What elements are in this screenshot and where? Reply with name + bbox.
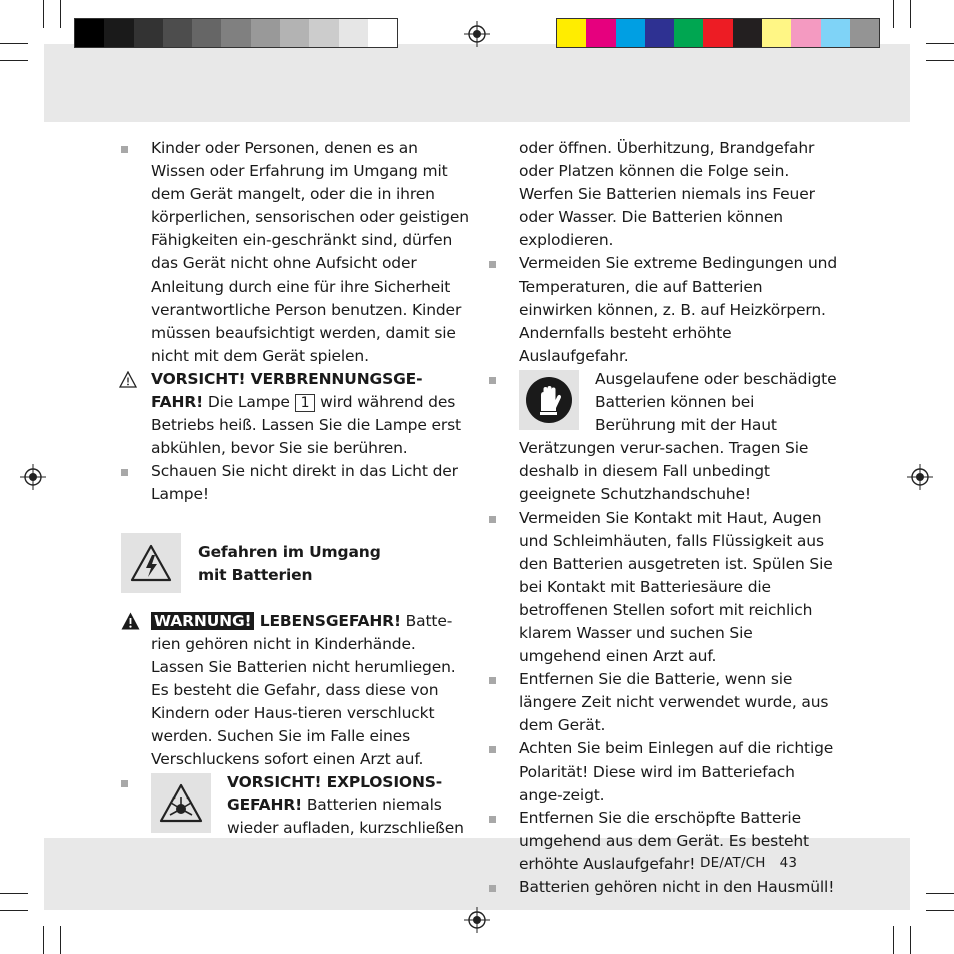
list-item xyxy=(487,668,839,737)
list-item-text: Entfernen Sie die erschöpfte Batterie umgehend aus dem Gerät. Es besteht erhöhte Auslaufgefahr! xyxy=(519,808,809,873)
warning-label: WARNUNG! xyxy=(151,612,254,630)
grayscale-calibration-bar xyxy=(74,18,398,48)
list-item xyxy=(119,771,471,840)
list-item xyxy=(487,876,839,899)
locale-label: DE/AT/CH xyxy=(700,855,766,871)
list-item xyxy=(119,460,471,506)
crop-mark xyxy=(893,0,894,28)
protective-gloves-icon xyxy=(519,370,579,430)
color-swatch xyxy=(703,19,732,47)
list-item-text: Entfernen Sie die Batterie, wenn sie längere Zeit nicht verwendet wurde, aus dem Gerät. xyxy=(519,670,829,735)
list-item xyxy=(487,737,839,806)
lamp-reference-number: 1 xyxy=(295,394,316,412)
crop-mark xyxy=(926,910,954,911)
crop-mark xyxy=(926,60,954,61)
color-swatch xyxy=(309,19,338,47)
color-swatch xyxy=(104,19,133,47)
crop-mark xyxy=(43,0,44,28)
registration-mark-icon xyxy=(907,464,933,490)
warning-triangle-icon xyxy=(121,612,140,630)
list-item xyxy=(487,368,839,507)
color-swatch xyxy=(821,19,850,47)
explosion-hazard-icon xyxy=(151,773,211,833)
color-swatch xyxy=(75,19,104,47)
list-item xyxy=(119,137,471,368)
battery-bullet-list xyxy=(487,507,839,900)
color-swatch xyxy=(616,19,645,47)
crop-mark xyxy=(0,60,28,61)
crop-mark xyxy=(893,926,894,954)
burn-warning-post: wird während des Betriebs heiß. Lassen Sie die Lampe erst abkühlen, bevor Sie sie berühren. xyxy=(151,393,461,458)
color-swatch xyxy=(163,19,192,47)
explosion-warning-text: Batterien niemals wieder aufladen, kurzschließen xyxy=(227,796,464,838)
color-swatch xyxy=(368,19,397,47)
life-danger-text: Batte-rien gehören nicht in Kinderhände. Lassen Sie Batterien nicht herumliegen. Es besteht die Gefahr, dass diese von Kindern oder Haus-tieren verschluckt werden. Suchen Sie im Falle eines Verschluckens sofort einen Arzt auf. xyxy=(151,611,456,769)
crop-mark xyxy=(60,0,61,28)
header-band xyxy=(44,44,910,122)
crop-mark xyxy=(43,926,44,954)
crop-mark xyxy=(926,43,954,44)
registration-mark-icon xyxy=(464,21,490,47)
page-number: 43 xyxy=(779,855,798,871)
color-swatch xyxy=(192,19,221,47)
battery-section-header xyxy=(119,533,471,593)
list-item-text: Vermeiden Sie Kontakt mit Haut, Augen und Schleimhäuten, falls Flüssigkeit aus den Batterien ausgetreten ist. Spülen Sie bei Kontakt mit Batteriesäure die betroffenen Stellen sofort mit reichlich klarem Wasser und suchen Sie umgehend einen Arzt auf. xyxy=(519,508,833,666)
crop-mark xyxy=(910,926,911,954)
color-swatch xyxy=(791,19,820,47)
color-swatch xyxy=(251,19,280,47)
burn-warning-title: VORSICHT! VERBRENNUNGSGE-FAHR! xyxy=(151,369,423,412)
burn-warning xyxy=(119,368,471,460)
children-safety-text: Kinder oder Personen, denen es an Wissen oder Erfahrung im Umgang mit dem Gerät mangelt, oder die in ihren körperlichen, sensorischen oder geistigen Fähigkeiten ein-geschränkt sind, dürfen das Gerät nicht ohne Aufsicht oder Anleitung durch eine für ihre Sicherheit verantwortliche Person benutzen. Kinder müssen beaufsichtigt werden, damit sie nicht mit dem Gerät spielen. xyxy=(151,139,469,365)
color-swatch xyxy=(850,19,879,47)
light-warning-text: Schauen Sie nicht direkt in das Licht der Lampe! xyxy=(151,462,458,504)
color-swatch xyxy=(674,19,703,47)
crop-mark xyxy=(0,910,28,911)
color-swatch xyxy=(280,19,309,47)
explosion-warning-continued: oder öffnen. Überhitzung, Brandgefahr oder Platzen können die Folge sein. Werfen Sie Batterien niemals ins Feuer oder Wasser. Die Batterien können explodieren. xyxy=(519,139,815,250)
left-column xyxy=(119,137,471,840)
extreme-conditions-text: Vermeiden Sie extreme Bedingungen und Temperaturen, die auf Batterien einwirken können, z. B. auf Heizkörpern. Andernfalls besteht erhöhte Auslaufgefahr. xyxy=(519,254,838,365)
list-item-text: Achten Sie beim Einlegen auf die richtige Polarität! Diese wird im Batteriefach ange-zeigt. xyxy=(519,739,834,804)
section-title xyxy=(198,541,381,587)
burn-warning-pre: Die Lampe xyxy=(203,393,295,412)
registration-mark-icon xyxy=(20,464,46,490)
right-column xyxy=(487,137,839,899)
section-title-line: mit Batterien xyxy=(198,565,313,584)
caution-triangle-icon xyxy=(119,371,137,388)
crop-mark xyxy=(0,43,28,44)
section-title-line: Gefahren im Umgang xyxy=(198,542,381,561)
color-swatch xyxy=(762,19,791,47)
color-swatch xyxy=(339,19,368,47)
color-calibration-bar xyxy=(556,18,880,48)
crop-mark xyxy=(0,893,28,894)
crop-mark xyxy=(926,893,954,894)
gloves-warning-text: Ausgelaufene oder beschädigte Batterien können bei Berührung mit der Haut Verätzungen verur-sachen. Tragen Sie deshalb in diesem Fall unbedingt geeignete Schutzhandschuhe! xyxy=(519,369,837,504)
page-footer xyxy=(700,855,797,871)
life-danger-warning xyxy=(119,610,471,772)
explosion-warning-title: VORSICHT! EXPLOSIONS-GEFAHR! xyxy=(227,773,443,815)
crop-mark xyxy=(910,0,911,28)
crop-mark xyxy=(60,926,61,954)
color-swatch xyxy=(586,19,615,47)
list-item xyxy=(487,252,839,367)
high-voltage-warning-icon xyxy=(121,533,181,593)
list-item xyxy=(487,507,839,669)
color-swatch xyxy=(733,19,762,47)
life-danger-title: LEBENSGEFAHR! xyxy=(254,611,401,630)
list-item-text: Batterien gehören nicht in den Hausmüll! xyxy=(519,878,835,896)
registration-mark-icon xyxy=(464,907,490,933)
color-swatch xyxy=(645,19,674,47)
color-swatch xyxy=(221,19,250,47)
color-swatch xyxy=(134,19,163,47)
color-swatch xyxy=(557,19,586,47)
